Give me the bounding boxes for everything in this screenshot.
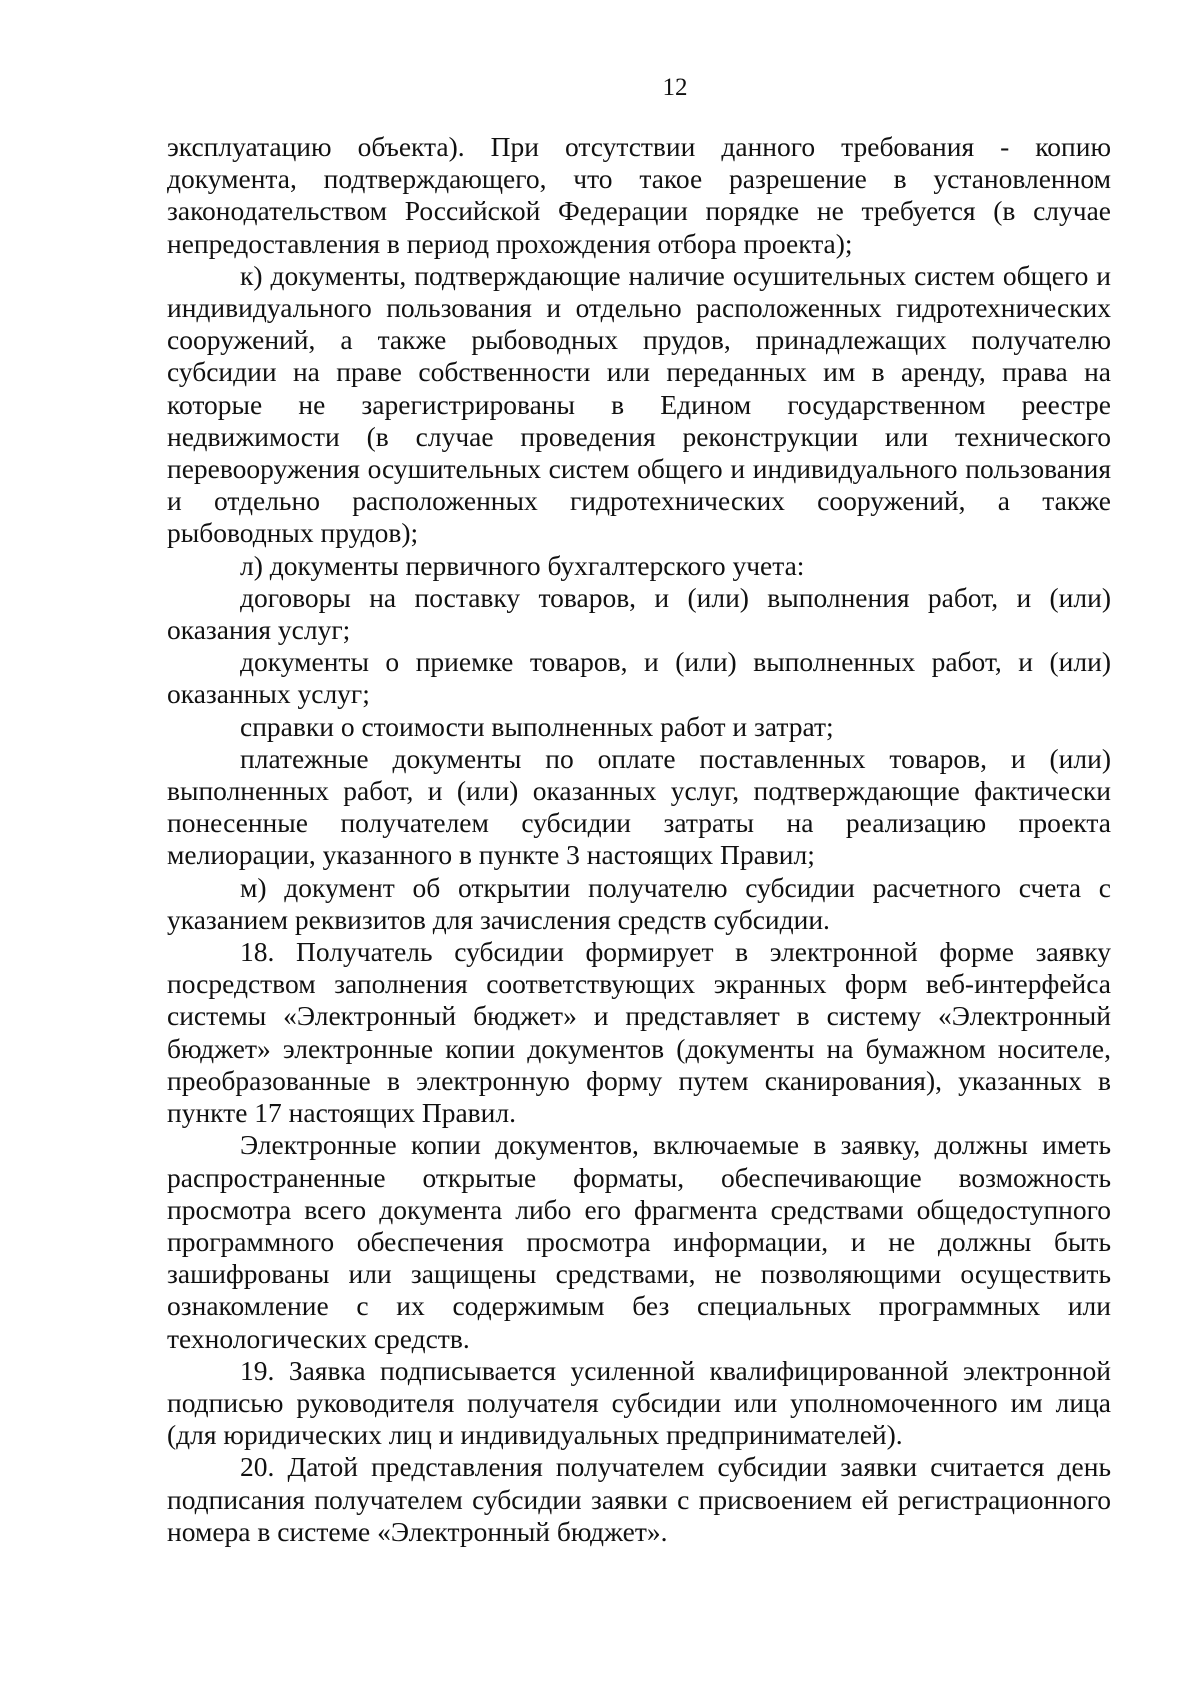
paragraph-contracts: договоры на поставку товаров, и (или) выполнения работ, и (или) оказания услуг; [167,581,1111,646]
paragraph-item-m: м) документ об открытии получателю субсидии расчетного счета с указанием реквизитов для зачисления средств субсидии. [167,871,1111,935]
paragraph-18: 18. Получатель субсидии формирует в электронной форме заявку посредством заполнения соответствующих экранных форм веб-интерфейса системы «Электронный бюджет» и представляет в систему «Электронный бюджет» электронные копии документов (документы на бумажном носителе, преобразованные в электронную форму путем сканирования), указанных в пункте 17 настоящих Правил. [167,936,1111,1129]
paragraph-item-k: к) документы, подтверждающие наличие осушительных систем общего и индивидуального пользования и отдельно расположенных гидротехнических сооружений, а также рыбоводных прудов, принадлежащих получателю субсидии на праве собственности или переданных им в аренду, права на которые не зарегистрированы в Едином государственном реестре недвижимости (в случае проведения реконструкции или технического перевооружения осушительных систем общего и индивидуального пользования и отдельно расположенных гидротехнических сооружений, а также рыбоводных прудов); [167,259,1111,549]
paragraph-payment-documents: платежные документы по оплате поставленных товаров, и (или) выполненных работ, и (или) оказанных услуг, подтверждающие фактически понесенные получателем субсидии затраты на реализацию проекта мелиорации, указанного в пункте 3 настоящих Правил; [167,742,1111,871]
paragraph-20: 20. Датой представления получателем субсидии заявки считается день подписания получателем субсидии заявки с присвоением ей регистрационного номера в системе «Электронный бюджет». [167,1451,1111,1547]
page-number: 12 [662,74,688,101]
paragraph-19: 19. Заявка подписывается усиленной квалифицированной электронной подписью руководителя получателя субсидии или уполномоченного им лица (для юридических лиц и индивидуальных предпринимателей). [167,1354,1111,1451]
document-body [167,131,1111,1548]
paragraph-acceptance-documents: документы о приемке товаров, и (или) выполненных работ, и (или) оказанных услуг; [167,646,1111,710]
paragraph-electronic-copies: Электронные копии документов, включаемые в заявку, должны иметь распространенные открытые форматы, обеспечивающие возможность просмотра всего документа либо его фрагмента средствами общедоступного программного обеспечения просмотра информации, и не должны быть зашифрованы или защищены средствами, не позволяющими осуществить ознакомление с их содержимым без специальных программных или технологических средств. [167,1129,1111,1354]
paragraph-cost-certificates: справки о стоимости выполненных работ и затрат; [240,710,834,742]
paragraph-item-l: л) документы первичного бухгалтерского учета: [240,549,805,581]
paragraph-continuation: эксплуатацию объекта). При отсутствии данного требования - копию документа, подтверждающего, что такое разрешение в установленном законодательством Российской Федерации порядке не требуется (в случае непредоставления в период прохождения отбора проекта); [167,131,1111,259]
